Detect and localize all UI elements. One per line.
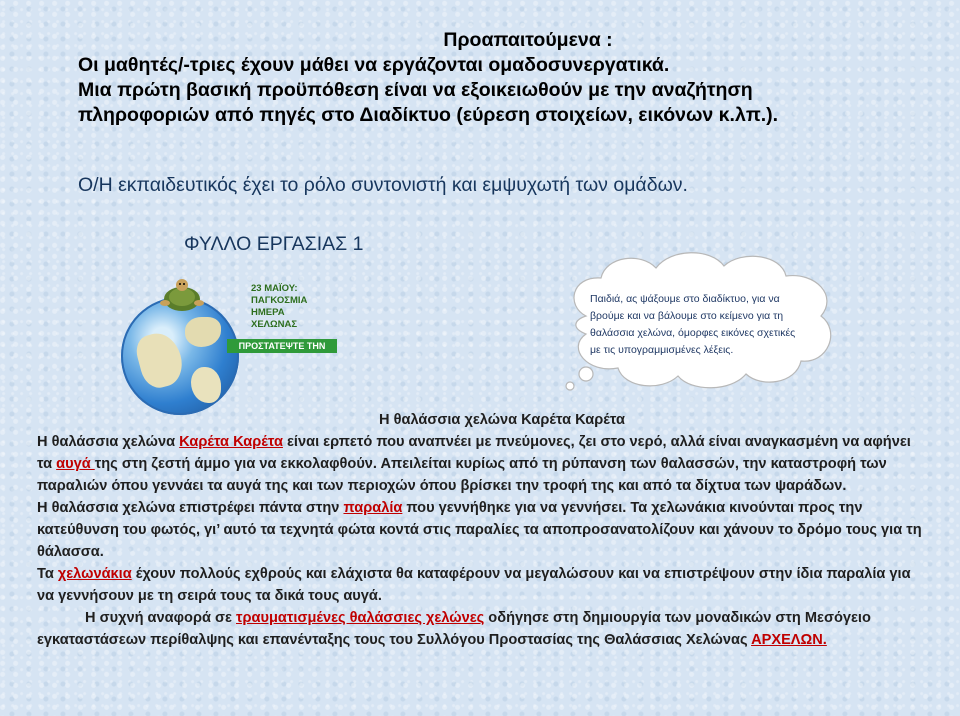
article-paragraph-4 (37, 607, 927, 651)
p2-text-a: Η θαλάσσια χελώνα επιστρέφει πάντα στην (37, 500, 344, 516)
article-title: Η θαλάσσια χελώνα Καρέτα Καρέτα (379, 412, 625, 428)
article-paragraph-2 (37, 497, 927, 563)
archelon-link[interactable]: ΑΡΧΕΛΩΝ. (751, 632, 827, 648)
teacher-role-text: Ο/Η εκπαιδευτικός έχει το ρόλο συντονιστή και εμψυχωτή των ομάδων. (78, 174, 688, 196)
badge-line-4: ΧΕΛΩΝΑΣ (251, 319, 298, 330)
p4-text-a: Η συχνή αναφορά σε (85, 610, 236, 626)
article-section (37, 409, 927, 651)
badge-line-2: ΠΑΓΚΟΣΜΙΑ (251, 295, 308, 306)
p1-text-b: είναι ερπετό που αναπνέει με πνεύμονες, ζει στο νερό, αλλά είναι αναγκασμένη να αφήνει τα (37, 434, 911, 472)
cloud-line-4: με τις υπογραμμισμένες λέξεις. (590, 344, 734, 356)
globe-icon (121, 297, 239, 415)
article-paragraph-1 (37, 431, 927, 497)
p3-text-a: Τα (37, 566, 58, 582)
injured-turtles-link[interactable]: τραυματισμένες θαλάσσιες χελώνες (236, 610, 485, 626)
cloud-line-2: βρούμε και να βάλουμε στο κείμενο για τη (590, 310, 784, 322)
badge-line-1: 23 ΜΑΪΟΥ: (251, 283, 298, 294)
p1-text-c: της στη ζεστή άμμο για να εκκολαφθούν. Απειλείται κυρίως από τη ρύπανση των θαλασσών, την καταστροφή των παραλιών όπου γεννάει τα αυγά της και των περιοχών όπου βρίσκει την τροφή της και από τα δίχτυα των ψαράδων. (37, 456, 887, 494)
p2-text-b: που γεννήθηκε για να γεννήσει. Τα χελωνάκια κινούνται προς την κατεύθυνση του φωτός, γι’ αυτό τα τεχνητά φώτα κοντά στις παραλίες τα αποπροσανατολίζουν και χάνουν το δρόμο τους για τη θάλασσα. (37, 500, 922, 560)
protect-banner: ΠΡΟΣΤΑΤΕΨΤΕ ΤΗΝ (227, 339, 337, 353)
worksheet-title: ΦΥΛΛΟ ΕΡΓΑΣΙΑΣ 1 (184, 233, 364, 255)
prerequisites-line-1: Οι μαθητές/-τριες έχουν μάθει να εργάζονται ομαδοσυνεργατικά. (78, 54, 670, 76)
prerequisites-line-3: πληροφοριών από πηγές στο Διαδίκτυο (εύρεση στοιχείων, εικόνων κ.λπ.). (78, 104, 779, 126)
turtle-day-badge (251, 283, 337, 345)
turtle-day-poster-image (115, 277, 337, 415)
hatchlings-link[interactable]: χελωνάκια (57, 566, 132, 582)
p4-text-b: οδήγησε στη δημιουργία των μοναδικών στη Μεσόγειο εγκαταστάσεων περίθαλψης και επανένταξης τους του Συλλόγου Προστασίας της Θαλάσσιας Χελώνας (37, 610, 871, 648)
article-paragraph-3 (37, 563, 927, 607)
badge-line-3: ΗΜΕΡΑ (251, 307, 285, 318)
beach-link[interactable]: παραλία (343, 500, 403, 516)
p3-text-b: έχουν πολλούς εχθρούς και ελάχιστα θα καταφέρουν να μεγαλώσουν και να επιστρέψουν στην ίδια παραλία για να γεννήσουν με τη σειρά τους τα δικά τους αυγά. (37, 566, 911, 604)
eggs-link[interactable]: αυγά (56, 456, 95, 472)
prerequisites-heading: Προαπαιτούμενα : (443, 29, 613, 51)
prerequisites-section (78, 28, 918, 128)
p1-text-a: Η θαλάσσια χελώνα (37, 434, 180, 450)
cloud-line-1: Παιδιά, ας ψάξουμε στο διαδίκτυο, για να (590, 293, 780, 305)
prerequisites-line-2: Μια πρώτη βασική προϋπόθεση είναι να εξοικειωθούν με την αναζήτηση (78, 79, 753, 101)
turtle-icon (157, 277, 207, 313)
caretta-link[interactable]: Καρέτα Καρέτα (179, 434, 283, 450)
cloud-instructions (590, 291, 805, 359)
cloud-line-3: θαλάσσια χελώνα, όμορφες εικόνες σχετικές (590, 327, 796, 339)
